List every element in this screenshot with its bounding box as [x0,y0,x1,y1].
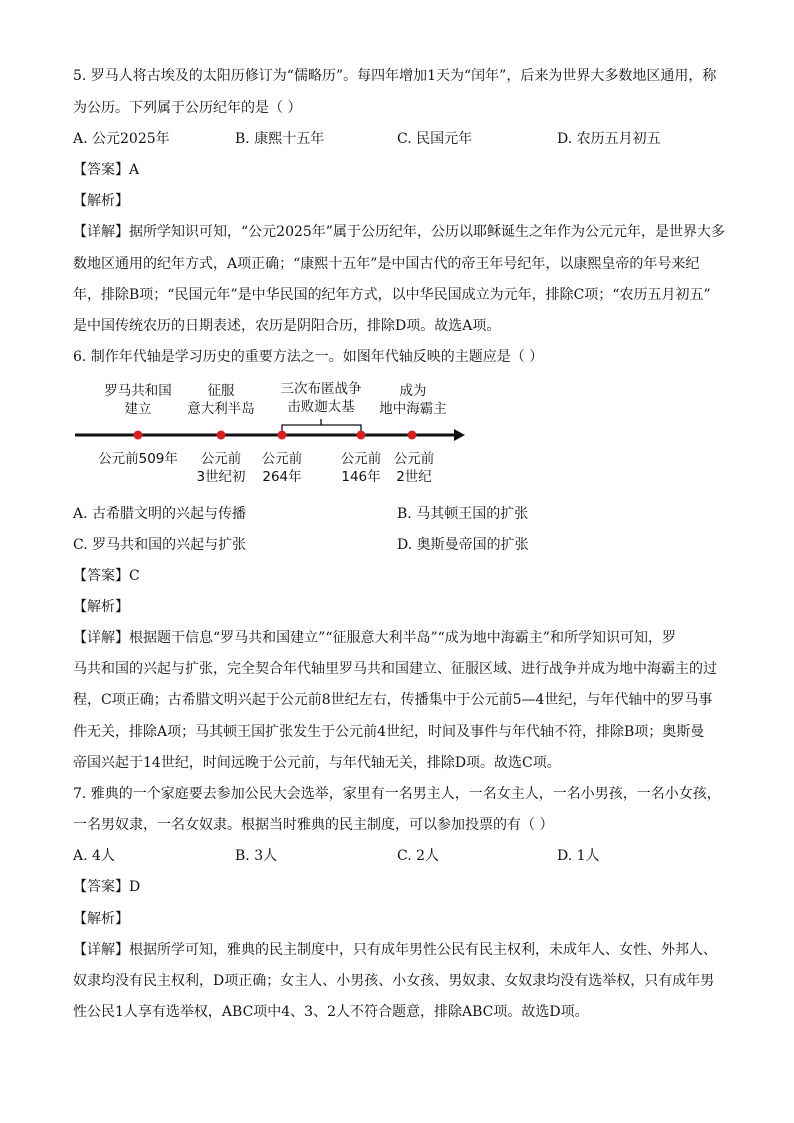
q6-detail-line: 帝国兴起于14世纪，时间远晚于公元前，与年代轴无关，排除D项。故选C项。 [73,755,561,771]
q6-answer: 【答案】C [73,568,140,584]
timeline-dot [217,431,226,440]
q5-stem-line2: 为公历。下列属于公历纪年的是（ ） [73,100,302,116]
q7-analysis-heading: 【解析】 [73,911,129,927]
event-text: 地中海霸主 [379,401,447,417]
q5-detail-line: 数地区通用的纪年方式，A项正确；“康熙十五年”是中国古代的帝王年号纪年，以康熙皇帝的年号来纪 [73,256,700,272]
event-text: 建立 [124,401,152,417]
q7-detail-line: 奴隶均没有民主权利，D项正确；女主人、小男孩、小女孩、男奴隶、女奴隶均没有选举权，只有成年男 [73,973,715,989]
q6-detail-line: 件无关，排除A项；马其顿王国扩张发生于公元前4世纪，时间及事件与年代轴不符，排除B项；奥斯曼 [73,724,705,740]
war-span-bracket [282,425,361,432]
q5-analysis-heading: 【解析】 [73,193,129,209]
q7-stem-line1: 7. 雅典的一个家庭要去参加公民大会选举，家里有一名男主人，一名女主人，一名小男孩，一名小女孩， [73,786,721,802]
date-text: 公元前509年 [98,451,178,467]
q6-analysis-heading: 【解析】 [73,599,129,615]
q7-answer: 【答案】D [73,879,141,895]
q5-option-b: B. 康熙十五年 [235,131,325,147]
q5-detail-line: 年，排除B项；“民国元年”是中华民国的纪年方式，以中华民国成立为元年，排除C项；“农历五月初五” [73,287,711,303]
q6-option-b: B. 马其顿王国的扩张 [397,506,529,522]
timeline-dot [357,431,366,440]
date-text: 146年 [341,469,381,485]
date-text: 2世纪 [396,469,432,485]
timeline-figure [73,378,473,488]
date-text: 3世纪初 [196,469,246,485]
event-text: 击败迦太基 [287,399,355,415]
timeline-date [374,450,454,486]
q6-option-a: A. 古希腊文明的兴起与传播 [73,506,247,522]
q7-detail-line: 【详解】根据所学可知，雅典的民主制度中，只有成年男性公民有民主权利，未成年人、女性、外邦人、 [73,942,717,958]
date-text: 公元前 [200,451,242,467]
q7-option-a: A. 4人 [73,848,115,864]
q6-detail-line: 马共和国的兴起与扩张，完全契合年代轴里罗马共和国建立、征服区域、进行战争并成为地中海霸主的过 [73,661,717,677]
timeline-dot [278,431,287,440]
q5-detail-line: 【详解】据所学知识可知，“公元2025年”属于公历纪年，公历以耶稣诞生之年作为公元元年，是世界大多 [73,224,725,240]
timeline-arrow [454,429,465,441]
event-text: 三次布匿战争 [280,381,362,397]
q5-option-d: D. 农历五月初五 [557,131,661,147]
timeline-event [271,380,371,416]
timeline-date [88,450,188,468]
q7-option-c: C. 2人 [397,848,440,864]
timeline-event [171,382,271,418]
timeline-date [242,450,322,486]
q6-option-c: C. 罗马共和国的兴起与扩张 [73,537,247,553]
q6-stem: 6. 制作年代轴是学习历史的重要方法之一。如图年代轴反映的主题应是（ ） [73,349,544,365]
date-text: 公元前 [340,451,382,467]
q6-detail-line: 程，C项正确；古希腊文明兴起于公元前8世纪左右，传播集中于公元前5—4世纪，与年代轴中的罗马事 [73,692,713,708]
q6-option-d: D. 奥斯曼帝国的扩张 [397,537,529,553]
event-text: 征服 [207,383,235,399]
event-text: 成为 [399,383,427,399]
q7-option-b: B. 3人 [235,848,278,864]
q5-detail-line: 是中国传统农历的日期表述，农历是阴阳合历，排除D项。故选A项。 [73,318,501,334]
date-text: 264年 [262,469,302,485]
date-text: 公元前 [393,451,435,467]
q6-detail-line: 【详解】根据题干信息“罗马共和国建立”“征服意大利半岛”“成为地中海霸主”和所学知识可知，罗 [73,630,676,646]
q5-answer: 【答案】A [73,162,140,178]
q7-option-d: D. 1人 [557,848,600,864]
timeline-dot [408,431,417,440]
timeline-dot [134,431,143,440]
event-text: 罗马共和国 [104,383,172,399]
q5-option-c: C. 民国元年 [397,131,473,147]
event-text: 意大利半岛 [187,401,255,417]
date-text: 公元前 [261,451,303,467]
q7-stem-line2: 一名男奴隶，一名女奴隶。根据当时雅典的民主制度，可以参加投票的有（ ） [73,817,554,833]
q7-detail-line: 性公民1人享有选举权，ABC项中4、3、2人不符合题意，排除ABC项。故选D项。 [73,1004,589,1020]
q5-stem-line1: 5. 罗马人将古埃及的太阳历修订为“儒略历”。每四年增加1天为“闰年”，后来为世界大多数地区通用，称 [73,68,717,84]
q5-option-a: A. 公元2025年 [73,131,170,147]
timeline-event [363,382,463,418]
